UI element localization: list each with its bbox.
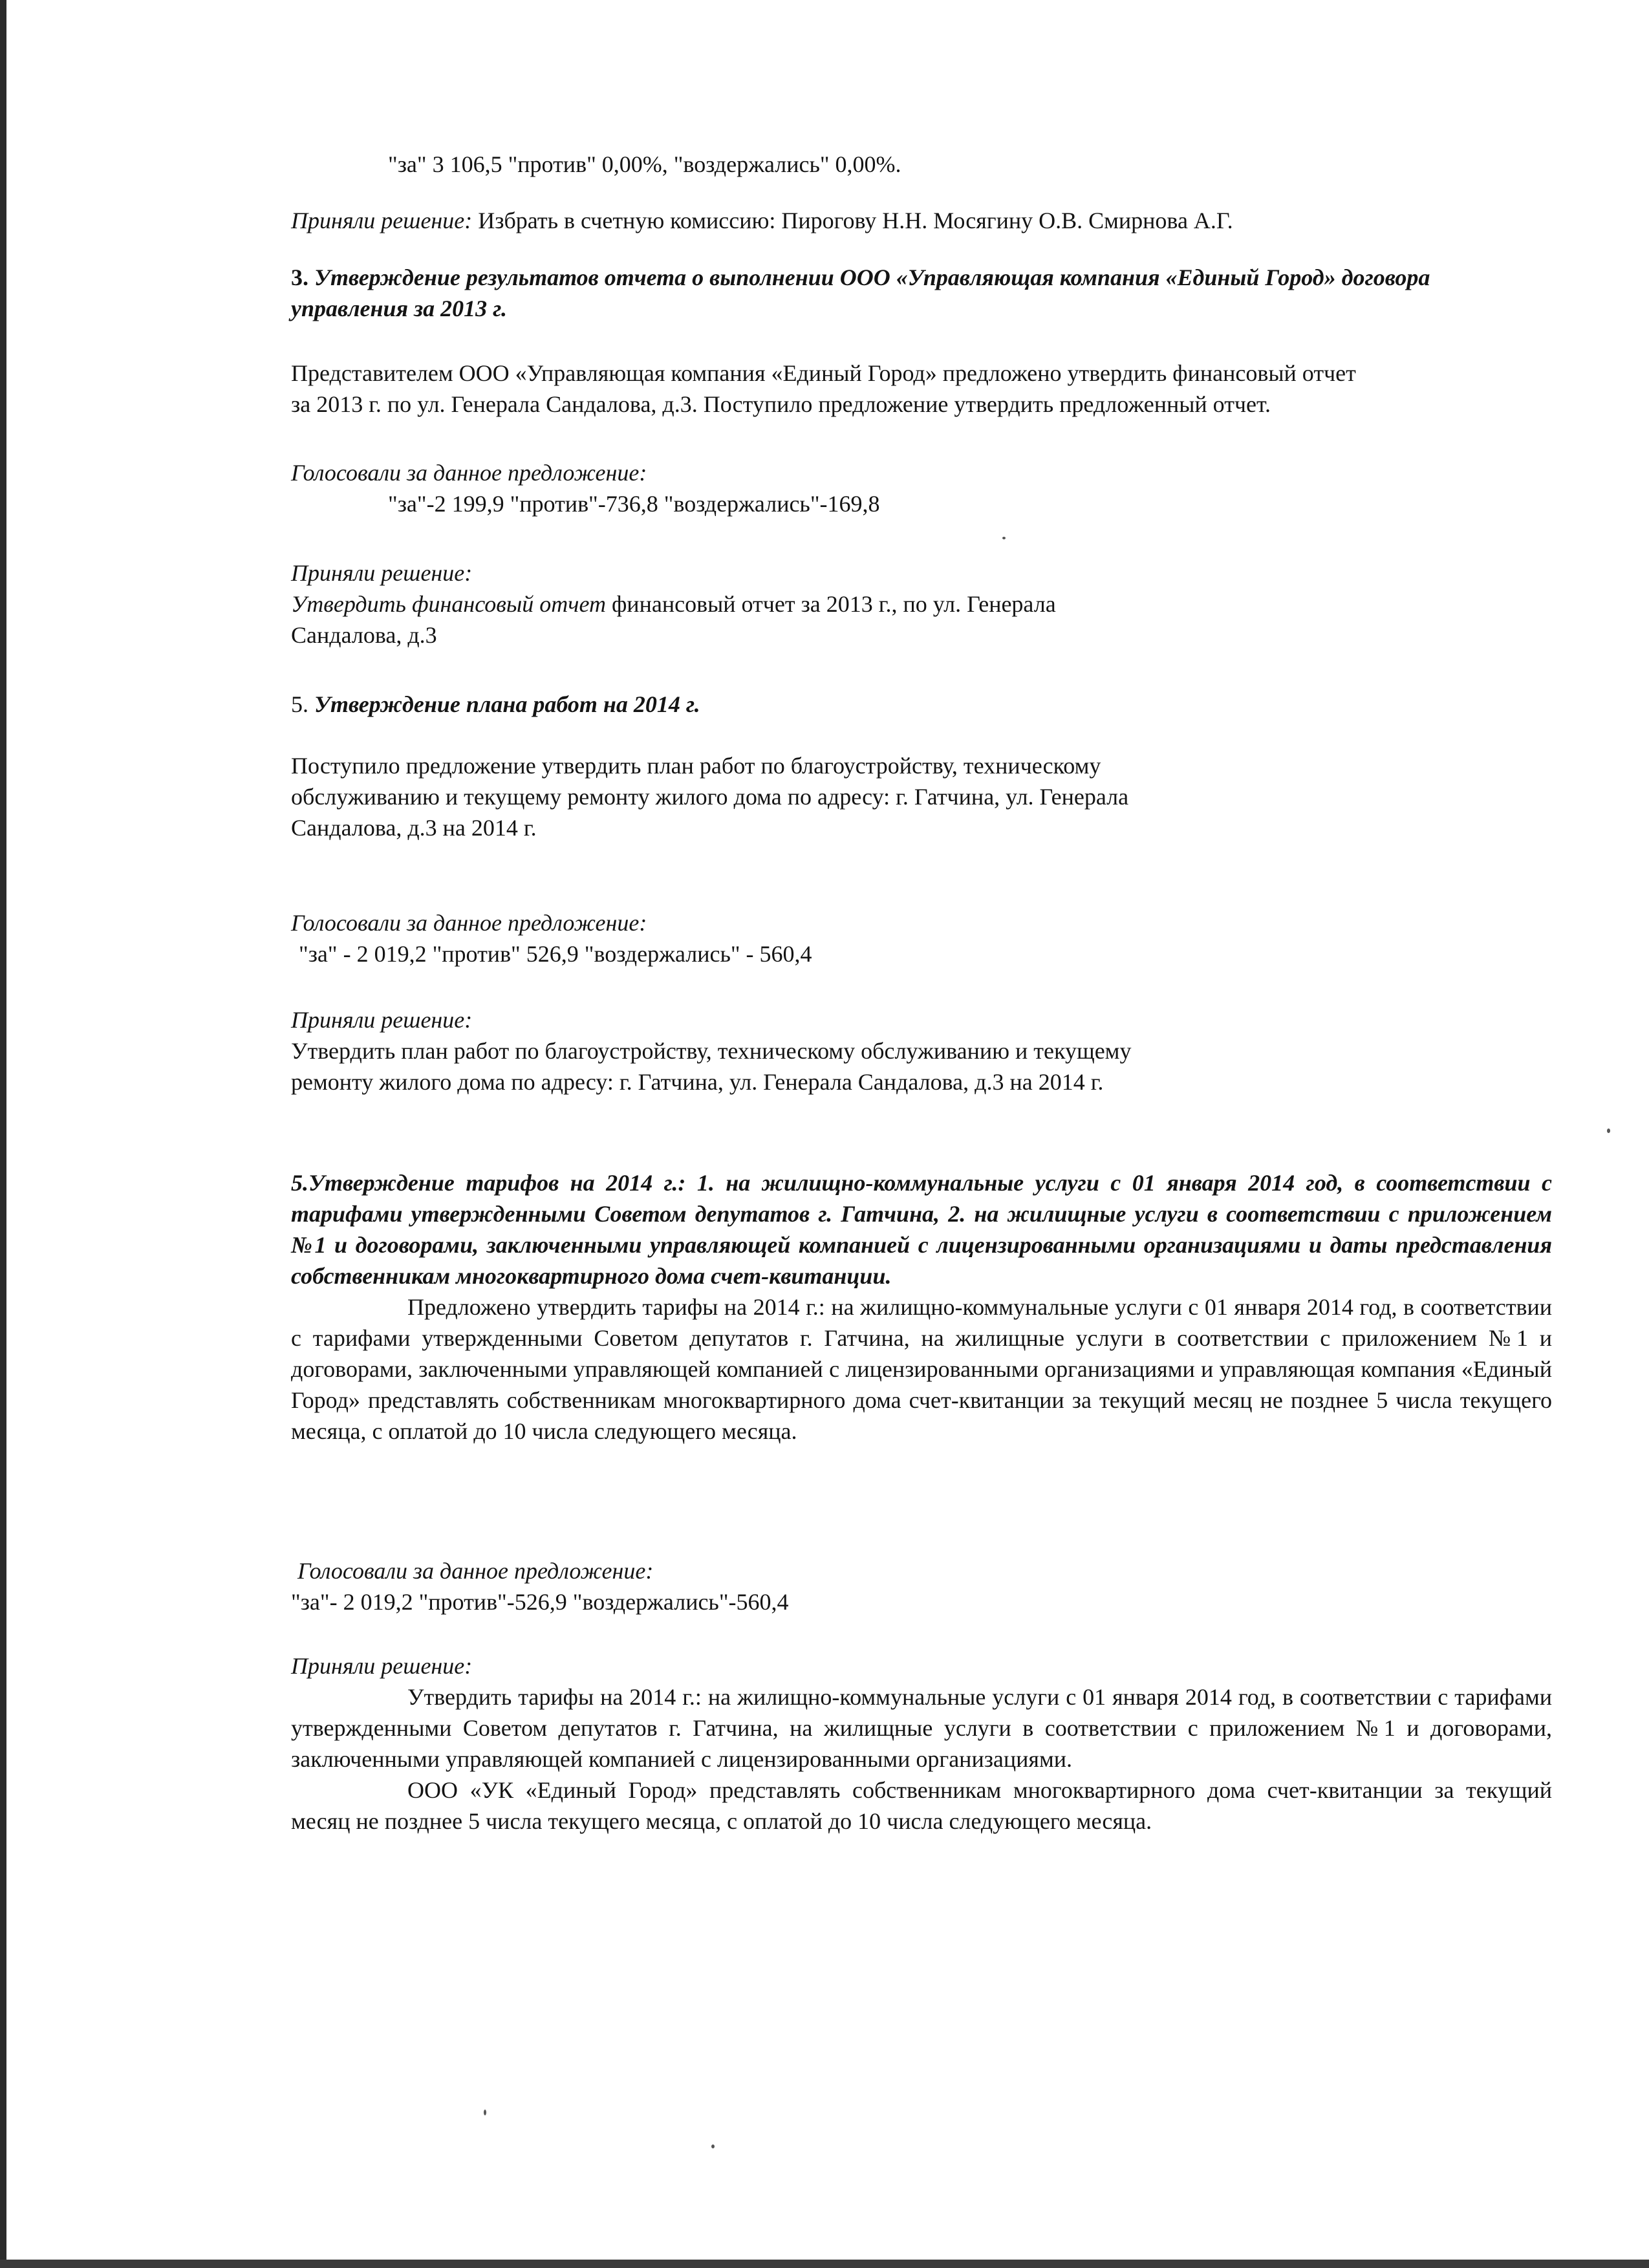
section-5b-decision [291,1650,1552,1837]
section-5a-proposal-line1: Поступило предложение утвердить план работ по благоустройству, техническому [291,753,1101,779]
section-5b-voting [291,1555,1552,1617]
section-3-voting [291,457,1552,519]
section-5a-decision-line1: Утвердить план работ по благоустройству, техническому обслуживанию и текущему [291,1038,1132,1064]
section-5a-heading [291,689,1552,720]
section-5a-voted-label: Голосовали за данное предложение: [291,910,647,936]
section-3-decision-label: Приняли решение: [291,560,473,586]
section-5b-votes: "за"- 2 019,2 "против"-526,9 "воздержались"-560,4 [291,1589,789,1615]
section-5b-title: 5.Утверждение тарифов на 2014 г.: 1. на жилищно-коммунальные услуги с 01 января 2014 год, в соответствии с тарифами утвержденными Советом депутатов г. Гатчина, 2. на жилищные услуги в соответствии с приложением №1 и договорами, заключенными управляющей компанией с лицензированными организациями и даты представления собственникам многоквартирного дома счет-квитанции. [291,1170,1552,1289]
section-5b-voted-label: Голосовали за данное предложение: [297,1558,654,1584]
counting-votes [291,149,1552,180]
counting-votes-text: "за" 3 106,5 "против" 0,00%, "воздержались" 0,00%. [388,151,901,177]
section-5b-proposal: Предложено утвердить тарифы на 2014 г.: на жилищно-коммунальные услуги с 01 января 2014 год, в соответствии с тарифами утвержденными Советом депутатов г. Гатчина, на жилищные услуги в соответствии с приложением №1 и договорами, заключенными управляющей компанией с лицензированными организациями и управляющая компания «Единый Город» представлять собственникам многоквартирного дома счет-квитанции за текущий месяц не позднее 5 числа текущего месяца, с оплатой до 10 числа следующего месяца. [291,1294,1552,1444]
section-5a-decision [291,1004,1552,1097]
section-5b-decision-p2: ООО «УК «Единый Город» представлять собственникам многоквартирного дома счет-квитанции за текущий месяц не позднее 5 числа текущего месяца, с оплатой до 10 числа следующего месяца. [291,1777,1552,1834]
section-3-heading [291,262,1552,324]
scan-speck [1607,1129,1610,1133]
section-5a-decision-label: Приняли решение: [291,1007,473,1033]
section-5a-votes: "за" - 2 019,2 "против" 526,9 "воздержались" - 560,4 [299,941,812,967]
section-3-decision [291,557,1552,651]
section-5a-title: Утверждение плана работ на 2014 г. [314,691,700,717]
section-3-votes: "за"-2 199,9 "против"-736,8 "воздержались"-169,8 [388,491,880,517]
section-3-number: 3. [291,265,314,290]
decision-label: Приняли решение: [291,208,473,233]
section-5a-proposal [291,750,1552,843]
section-5b-decision-label: Приняли решение: [291,1653,473,1679]
decision-text: Избрать в счетную комиссию: Пирогову Н.Н. Мосягину О.В. Смирнова А.Г. [472,208,1233,233]
scan-speck [484,2110,486,2115]
counting-decision [291,205,1552,236]
section-3-decision-rest: финансовый отчет за 2013 г., по ул. Генерала [605,591,1056,617]
section-3-proposal-line1: Представителем ООО «Управляющая компания «Единый Город» предложено утвердить финансовый отчет [291,360,1356,386]
section-3-proposal-line2: за 2013 г. по ул. Генерала Сандалова, д.3. Поступило предложение утвердить предложенный отчет. [291,391,1271,417]
section-3-title: Утверждение результатов отчета о выполнении ООО «Управляющая компания «Единый Город» договора управления за 2013 г. [291,265,1430,321]
scan-bottom-edge [0,2260,1649,2268]
section-3-voted-label: Голосовали за данное предложение: [291,460,647,486]
section-5a-proposal-line2: обслуживанию и текущему ремонту жилого дома по адресу: г. Гатчина, ул. Генерала [291,784,1129,810]
section-5a-number: 5. [291,691,314,717]
section-5a-decision-line2: ремонту жилого дома по адресу: г. Гатчина, ул. Генерала Сандалова, д.3 на 2014 г. [291,1069,1104,1095]
section-5a-proposal-line3: Сандалова, д.3 на 2014 г. [291,815,537,841]
section-5b-decision-p1: Утвердить тарифы на 2014 г.: на жилищно-коммунальные услуги с 01 января 2014 год, в соответствии с тарифами утвержденными Советом депутатов г. Гатчина, на жилищные услуги в соответствии с приложением №1 и договорами, заключенными управляющей компанией с лицензированными организациями. [291,1684,1552,1772]
section-3-decision-line2: Сандалова, д.3 [291,622,437,648]
section-3-decision-italic: Утвердить финансовый отчет [291,591,606,617]
section-5b [291,1167,1552,1447]
section-5a-voting [291,907,1552,969]
scan-speck [1002,537,1006,539]
scan-left-edge [0,0,6,2268]
section-3-proposal [291,358,1552,420]
scan-speck [711,2144,715,2148]
